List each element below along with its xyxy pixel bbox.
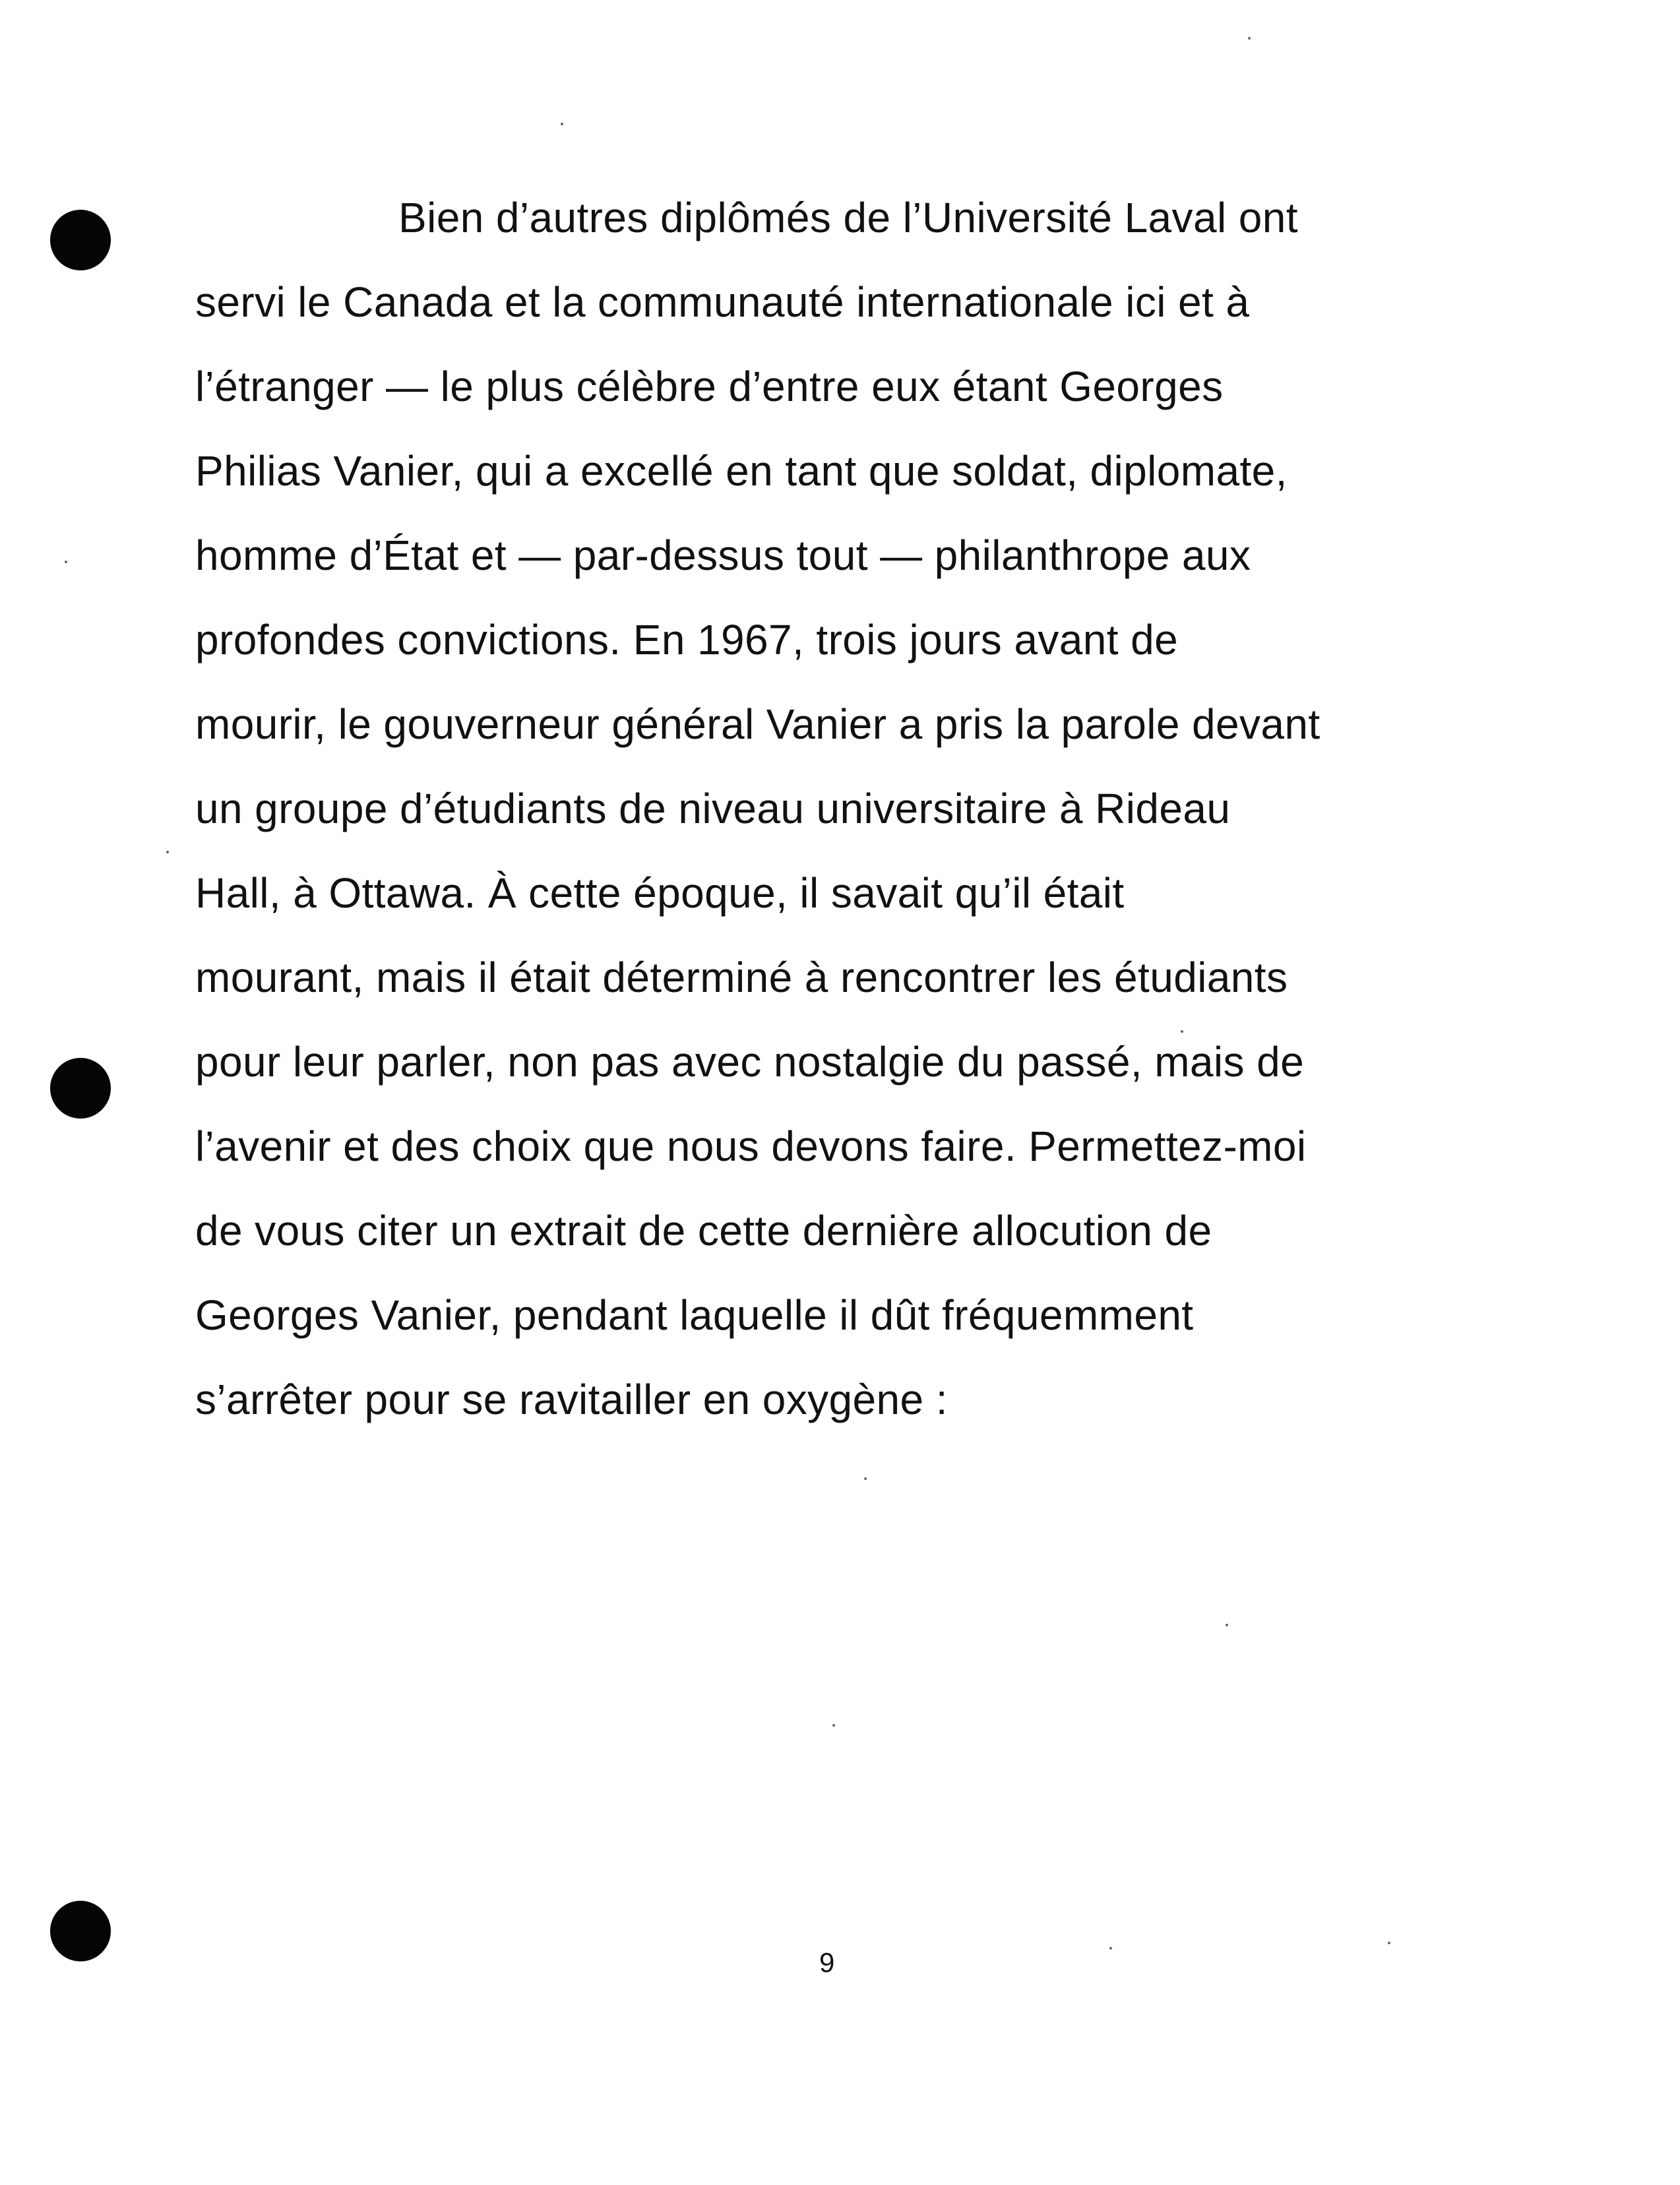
paragraph-line: un groupe d’étudiants de niveau universitaire à Rideau: [195, 785, 1231, 832]
scan-speck: [561, 123, 563, 125]
punch-hole-middle: [50, 1058, 111, 1119]
scan-speck: [1109, 1947, 1112, 1950]
scan-speck: [1181, 1030, 1183, 1033]
punch-hole-top: [50, 210, 111, 270]
scan-speck: [65, 561, 67, 563]
scan-speck: [832, 1724, 835, 1727]
paragraph-line: s’arrêter pour se ravitailler en oxygène :: [195, 1376, 948, 1423]
scan-speck: [1226, 1624, 1228, 1626]
punch-hole-bottom: [50, 1901, 111, 1961]
paragraph-line: Bien d’autres diplômés de l’Université Laval ont: [398, 194, 1298, 241]
scan-speck: [1388, 1942, 1390, 1944]
paragraph-line: homme d’État et — par-dessus tout — philanthrope aux: [195, 532, 1251, 579]
scan-speck: [166, 851, 169, 853]
paragraph-line: de vous citer un extrait de cette dernière allocution de: [195, 1207, 1212, 1254]
paragraph-line: l’avenir et des choix que nous devons faire. Permettez-moi: [195, 1123, 1307, 1170]
paragraph-line: mourant, mais il était déterminé à rencontrer les étudiants: [195, 954, 1288, 1001]
paragraph-line: l’étranger — le plus célèbre d’entre eux étant Georges: [195, 363, 1224, 410]
scan-speck: [1248, 37, 1251, 40]
page-number: 9: [819, 1947, 835, 1978]
paragraph-line: profondes convictions. En 1967, trois jours avant de: [195, 616, 1179, 663]
paragraph-line: mourir, le gouverneur général Vanier a pris la parole devant: [195, 700, 1321, 748]
paragraph-line: Georges Vanier, pendant laquelle il dût fréquemment: [195, 1291, 1194, 1339]
paragraph-line: servi le Canada et la communauté internationale ici et à: [195, 278, 1250, 326]
scan-speck: [864, 1477, 867, 1480]
paragraph-line: Hall, à Ottawa. À cette époque, il savait qu’il était: [195, 869, 1125, 917]
paragraph-line: pour leur parler, non pas avec nostalgie du passé, mais de: [195, 1038, 1305, 1086]
paragraph-line: Philias Vanier, qui a excellé en tant que soldat, diplomate,: [195, 447, 1288, 495]
